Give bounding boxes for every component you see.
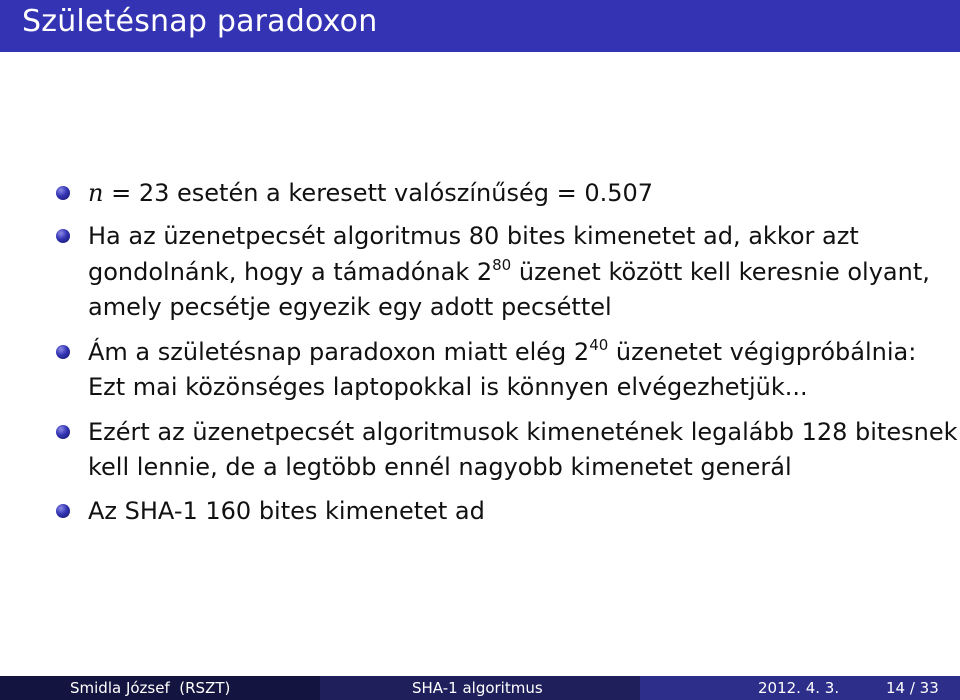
slide-title-bar xyxy=(0,0,960,52)
bullet-4-line-2: kell lennie, de a legtöbb ennél nagyobb kimenetet generál xyxy=(88,453,792,481)
bullet-3-line-1-pre: Ám a születésnap paradoxon miatt elég 2 xyxy=(88,338,590,366)
bullet-2-line-1: Ha az üzenetpecsét algoritmus 80 bites kimenetet ad, akkor azt xyxy=(88,222,859,250)
footer-title-section xyxy=(320,676,640,700)
footer-page-number: 14 / 33 xyxy=(886,679,939,697)
bullet-icon xyxy=(56,229,70,243)
slide-title: Születésnap paradoxon xyxy=(22,4,378,39)
bullet-1-text: = 23 esetén a keresett valószínűség = 0.507 xyxy=(103,179,654,207)
bullet-3-line-2: Ezt mai közönséges laptopokkal is könnyen elvégezhetjük... xyxy=(88,373,808,401)
math-variable-n: n xyxy=(88,179,104,207)
slide-footer xyxy=(0,676,960,700)
footer-date: 2012. 4. 3. xyxy=(758,679,840,697)
bullet-1-line-1 xyxy=(88,179,653,207)
bullet-icon xyxy=(56,186,70,200)
bullet-2-line-2-post: üzenet között kell keresnie olyant, xyxy=(511,258,930,286)
footer-author-section xyxy=(0,676,320,700)
bullet-icon xyxy=(56,425,70,439)
bullet-3-line-1 xyxy=(88,338,916,369)
footer-talk-title: SHA-1 algoritmus xyxy=(412,679,543,697)
bullet-icon xyxy=(56,345,70,359)
footer-date-section xyxy=(640,676,960,700)
exponent-40: 40 xyxy=(589,336,609,354)
bullet-5-line-1: Az SHA-1 160 bites kimenetet ad xyxy=(88,497,485,525)
bullet-3-line-1-post: üzenetet végigpróbálnia: xyxy=(608,338,917,366)
bullet-2-line-2 xyxy=(88,258,930,289)
exponent-80: 80 xyxy=(492,256,512,274)
bullet-4-line-1: Ezért az üzenetpecsét algoritmusok kimenetének legalább 128 bitesnek xyxy=(88,418,958,446)
bullet-2-line-3: amely pecsétje egyezik egy adott pecséttel xyxy=(88,293,612,321)
bullet-icon xyxy=(56,504,70,518)
bullet-2-line-2-pre: gondolnánk, hogy a támadónak 2 xyxy=(88,258,493,286)
footer-author: Smidla József (RSZT) xyxy=(70,679,231,697)
